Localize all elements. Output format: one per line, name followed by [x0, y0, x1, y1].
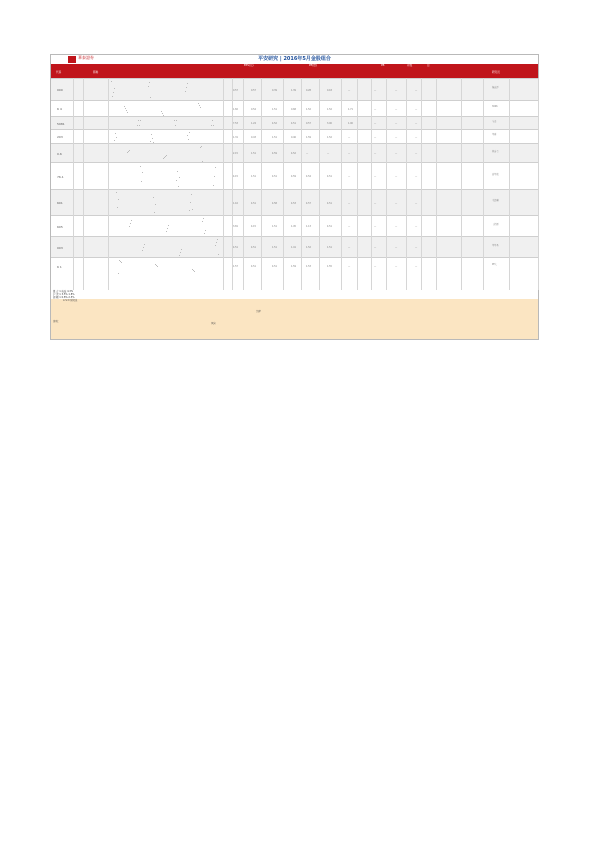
row-value: 4.15 — [251, 225, 256, 228]
row-value: — — [415, 135, 418, 139]
row-value: 0.43 — [251, 135, 256, 139]
row-value: 1.51 — [272, 107, 277, 111]
row-analyst: 林洁莹 — [492, 149, 499, 153]
row-value: 0.68 — [291, 107, 296, 111]
description-fragment — [138, 120, 139, 121]
row-analyst: PP大 — [492, 262, 497, 266]
description-fragment — [127, 152, 128, 153]
table-row — [51, 215, 538, 236]
row-value: 1.51 — [251, 175, 256, 178]
summary-line-portfolio: 组 合 1 收益 4.3% — [53, 290, 74, 293]
description-fragment — [150, 97, 151, 98]
row-value: 1.41 — [291, 246, 296, 249]
description-fragment — [200, 107, 201, 108]
row-code: 0.6 — [57, 151, 62, 156]
row-value: — — [374, 152, 377, 155]
description-fragment — [187, 83, 188, 84]
row-value: 1.31 — [233, 135, 238, 139]
description-fragment — [131, 220, 132, 221]
row-analyst: 3006 — [492, 105, 498, 108]
row-value: — — [374, 135, 377, 139]
row-value: — — [395, 246, 398, 249]
row-code: 003 — [57, 245, 63, 250]
description-fragment — [151, 134, 152, 135]
row-value: — — [348, 135, 351, 139]
row-value: — — [395, 107, 398, 111]
row-analyst: 杨鹿泽 — [492, 86, 499, 89]
description-fragment — [166, 155, 167, 156]
header-band-bottom — [51, 69, 538, 78]
row-value: 0.28 — [306, 88, 311, 92]
row-value: — — [415, 201, 418, 205]
description-fragment — [141, 181, 142, 182]
notes-label-b: 说明： — [53, 320, 61, 323]
description-fragment — [218, 254, 219, 255]
row-value: 1.51 — [251, 152, 256, 155]
table-row — [51, 116, 538, 129]
row-analyst: 工程师 — [492, 222, 499, 226]
row-analyst: 宝盛 — [492, 119, 497, 123]
description-fragment — [181, 249, 182, 250]
col-rank: 目 — [427, 64, 430, 67]
row-value: 1.59 — [306, 135, 311, 139]
row-code: 6 1 — [57, 264, 62, 269]
description-fragment — [189, 210, 190, 211]
column-divider — [406, 78, 407, 290]
description-fragment — [140, 166, 141, 167]
row-value: — — [374, 107, 377, 111]
row-value: 1.13 — [306, 225, 311, 228]
description-fragment — [186, 87, 187, 88]
row-value: — — [374, 122, 377, 125]
description-fragment — [149, 82, 150, 83]
row-value: 1.52 — [327, 107, 332, 111]
row-analyst: 新华股 — [492, 172, 499, 176]
row-value: 4.51 — [291, 122, 296, 125]
description-fragment — [211, 125, 212, 126]
row-value: 1.51 — [272, 225, 277, 228]
row-value: — — [395, 152, 398, 155]
description-fragment — [114, 88, 115, 89]
description-fragment — [139, 125, 140, 126]
row-value: — — [374, 225, 377, 228]
row-value: 3.00 — [327, 122, 332, 125]
col-rating: 评级 — [407, 64, 413, 67]
description-fragment — [152, 138, 153, 139]
row-value: 2.15 — [233, 152, 238, 155]
column-divider — [301, 78, 302, 290]
row-value: — — [395, 88, 398, 92]
row-value: 1.52 — [306, 107, 311, 111]
description-fragment — [157, 266, 158, 267]
description-fragment — [142, 250, 143, 251]
row-value: 4.51 — [327, 225, 332, 228]
column-divider — [108, 78, 109, 290]
column-divider — [223, 78, 224, 290]
description-fragment — [187, 135, 188, 136]
table-row — [51, 100, 538, 116]
description-fragment — [121, 262, 122, 263]
description-fragment — [117, 207, 118, 208]
row-analyst: 王晨琳 — [492, 199, 499, 202]
column-divider — [421, 78, 422, 290]
summary-line-index: 沪 深 1 3.5% 1.8% — [53, 293, 75, 296]
table-row — [51, 143, 538, 162]
description-fragment — [167, 228, 168, 229]
row-code: 76.1 — [57, 174, 64, 179]
notes-panel — [51, 299, 538, 339]
description-fragment — [144, 244, 145, 245]
row-value: 1.51 — [272, 246, 277, 249]
row-value: 1.57 — [233, 265, 238, 268]
description-fragment — [128, 151, 129, 152]
description-fragment — [188, 139, 189, 140]
description-fragment — [127, 112, 128, 113]
row-value: — — [395, 175, 398, 178]
description-fragment — [137, 125, 138, 126]
row-value: 4.15 — [233, 175, 238, 178]
col-eps-group: EPS(元) — [244, 64, 254, 67]
row-value: — — [374, 246, 377, 249]
description-fragment — [203, 218, 204, 219]
row-value: — — [374, 88, 377, 92]
table-row — [51, 129, 538, 143]
description-fragment — [116, 137, 117, 138]
row-value: 0.39 — [272, 88, 277, 92]
row-value: 4.52 — [291, 152, 296, 155]
description-fragment — [178, 186, 179, 187]
description-fragment — [142, 172, 143, 173]
row-value: 1.51 — [272, 135, 277, 139]
description-fragment — [163, 158, 164, 159]
description-fragment — [168, 225, 169, 226]
column-divider — [436, 78, 437, 290]
row-value: 4.53 — [291, 201, 296, 205]
row-value: — — [415, 175, 418, 178]
description-fragment — [214, 176, 215, 177]
row-value: — — [415, 152, 418, 155]
description-fragment — [116, 192, 117, 193]
row-value: 1.52 — [306, 246, 311, 249]
row-value: 4.51 — [251, 246, 256, 249]
row-value: — — [306, 152, 309, 155]
description-fragment — [204, 233, 205, 234]
row-value: — — [415, 122, 418, 125]
row-value: 1.39 — [291, 88, 296, 92]
description-fragment — [179, 177, 180, 178]
row-value: — — [415, 88, 418, 92]
description-fragment — [180, 252, 181, 253]
column-divider — [483, 78, 484, 290]
description-fragment — [194, 271, 195, 272]
col-analyst: 研究员 — [492, 71, 500, 74]
row-value: 1.53 — [306, 265, 311, 268]
row-value: 4.58 — [272, 201, 277, 205]
row-value: 0.46 — [291, 135, 296, 139]
description-fragment — [118, 199, 119, 200]
description-fragment — [175, 125, 176, 126]
description-fragment — [112, 96, 113, 97]
row-value: — — [395, 225, 398, 228]
row-value: — — [348, 265, 351, 268]
table-row — [51, 162, 538, 189]
row-value: 1.45 — [291, 225, 296, 228]
row-code: 601 — [57, 201, 63, 205]
row-value: 4.51 — [272, 175, 277, 178]
column-divider — [243, 78, 244, 290]
column-divider — [319, 78, 320, 290]
description-fragment — [166, 231, 167, 232]
description-fragment — [213, 185, 214, 186]
description-fragment — [161, 111, 162, 112]
row-value: — — [374, 201, 377, 205]
logo-text: 華泰證券 — [78, 55, 94, 60]
row-code: 6 4 — [57, 107, 62, 111]
description-fragment — [202, 221, 203, 222]
row-value: 0.57 — [251, 88, 256, 92]
description-fragment — [174, 120, 175, 121]
row-value: 1.59 — [291, 265, 296, 268]
description-fragment — [118, 273, 119, 274]
row-value: — — [395, 201, 398, 205]
row-value: 1.51 — [327, 246, 332, 249]
description-fragment — [190, 202, 191, 203]
column-divider — [83, 78, 84, 290]
description-fragment — [113, 92, 114, 93]
row-value: 1.00 — [348, 122, 353, 125]
row-value: — — [395, 122, 398, 125]
description-fragment — [125, 108, 126, 109]
row-value: 4.51 — [327, 201, 332, 205]
description-fragment — [185, 91, 186, 92]
row-value: — — [348, 88, 351, 92]
row-value: — — [348, 246, 351, 249]
description-fragment — [126, 110, 127, 111]
description-fragment — [176, 180, 177, 181]
description-fragment — [200, 147, 201, 148]
description-fragment — [198, 103, 199, 104]
row-value: 4.52 — [272, 122, 277, 125]
row-analyst: 华华基 — [492, 243, 499, 247]
row-value: — — [415, 246, 418, 249]
description-fragment — [164, 157, 165, 158]
column-divider — [73, 78, 74, 290]
row-value: 4.51 — [251, 265, 256, 268]
column-divider — [283, 78, 284, 290]
row-value: — — [327, 152, 330, 155]
row-analyst: 华泰 — [492, 133, 497, 136]
row-value: 1.16 — [233, 201, 238, 205]
title-bar — [51, 55, 538, 64]
description-fragment — [192, 209, 193, 210]
row-value: 4.51 — [272, 265, 277, 268]
column-divider — [538, 78, 539, 290]
description-fragment — [205, 230, 206, 231]
row-value: 3.81 — [233, 225, 238, 228]
row-value: — — [348, 225, 351, 228]
column-divider — [261, 78, 262, 290]
row-value: 1.24 — [251, 122, 256, 125]
description-fragment — [191, 194, 192, 195]
description-fragment — [129, 226, 130, 227]
row-value: 4.59 — [291, 175, 296, 178]
row-value: 0.57 — [233, 88, 238, 92]
row-value: 4.51 — [251, 201, 256, 205]
row-code: 203 — [57, 135, 63, 139]
col-code: 代码 — [56, 71, 62, 74]
row-value: 1.82 — [233, 107, 238, 111]
description-fragment — [129, 150, 130, 151]
description-fragment — [215, 245, 216, 246]
column-divider — [341, 78, 342, 290]
col-name: 简称 — [93, 71, 99, 74]
description-fragment — [215, 167, 216, 168]
row-value: — — [374, 175, 377, 178]
row-code: 000 — [57, 88, 63, 92]
description-fragment — [111, 81, 112, 82]
description-fragment — [176, 120, 177, 121]
notes-label-c: 风险 — [211, 322, 216, 325]
row-value: 1.71 — [348, 107, 353, 111]
performance-summary — [51, 290, 538, 298]
table-row — [51, 189, 538, 215]
table-row — [51, 78, 538, 100]
row-code: 5981 — [57, 121, 65, 126]
table-row — [51, 257, 538, 274]
row-value: 4.57 — [306, 201, 311, 205]
description-fragment — [114, 140, 115, 141]
description-fragment — [217, 239, 218, 240]
description-fragment — [177, 171, 178, 172]
row-value: — — [415, 107, 418, 111]
row-value: 4.54 — [306, 175, 311, 178]
column-divider — [232, 78, 233, 290]
description-fragment — [150, 141, 151, 142]
description-fragment — [153, 197, 154, 198]
table-row — [51, 236, 538, 257]
column-divider — [461, 78, 462, 290]
description-fragment — [201, 146, 202, 147]
row-value: — — [415, 225, 418, 228]
row-value: 7.53 — [233, 122, 238, 125]
description-fragment — [143, 247, 144, 248]
description-fragment — [155, 204, 156, 205]
row-value: — — [395, 135, 398, 139]
row-value: 4.59 — [272, 152, 277, 155]
notes-header: A S D 研究员 — [63, 299, 78, 302]
description-fragment — [148, 86, 149, 87]
summary-line-excess: 超 额 1 0.8% 2.5% — [53, 296, 75, 299]
row-value: — — [348, 175, 351, 178]
description-fragment — [216, 242, 217, 243]
row-value: 4.51 — [327, 175, 332, 178]
row-value: 0.54 — [251, 107, 256, 111]
column-divider — [357, 78, 358, 290]
description-fragment — [213, 125, 214, 126]
row-value: 1.52 — [327, 135, 332, 139]
description-fragment — [212, 120, 213, 121]
row-value: — — [348, 152, 351, 155]
row-code: 605 — [57, 224, 63, 229]
col-pe-group: PE(倍) — [309, 64, 317, 67]
description-fragment — [130, 223, 131, 224]
column-divider — [386, 78, 387, 290]
description-fragment — [199, 105, 200, 106]
description-fragment — [162, 113, 163, 114]
description-fragment — [124, 106, 125, 107]
row-value: — — [348, 201, 351, 205]
row-value: — — [415, 265, 418, 268]
description-fragment — [115, 133, 116, 134]
row-value: 1.55 — [327, 265, 332, 268]
col-pb: PB — [381, 64, 385, 67]
notes-label-a: 注释 — [256, 310, 261, 313]
row-value: — — [374, 265, 377, 268]
description-fragment — [189, 132, 190, 133]
row-value: — — [395, 265, 398, 268]
description-fragment — [154, 212, 155, 213]
description-fragment — [165, 156, 166, 157]
row-value: 4.51 — [233, 246, 238, 249]
report-sheet — [50, 54, 539, 340]
column-divider — [509, 78, 510, 290]
row-value: 0.18 — [327, 88, 332, 92]
column-divider — [371, 78, 372, 290]
description-fragment — [140, 120, 141, 121]
report-title: 平安研究 | 2016年5月金股组合 — [258, 56, 331, 62]
description-fragment — [179, 255, 180, 256]
row-value: 0.57 — [306, 122, 311, 125]
